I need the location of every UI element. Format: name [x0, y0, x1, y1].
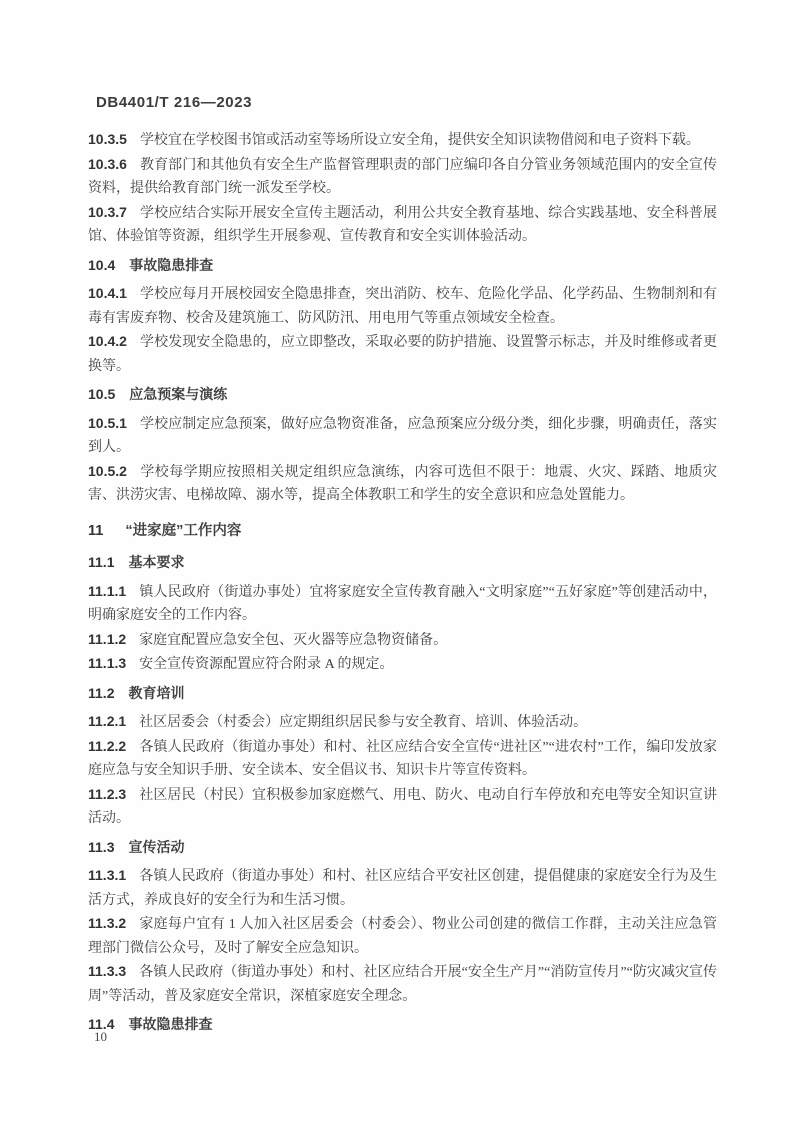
- clause-text: 教育部门和其他负有安全生产监督管理职责的部门应编印各自分管业务领域范围内的安全宣传资料，提供给教育部门统一派发至学校。: [88, 157, 717, 196]
- clause-text: 家庭每户宜有 1 人加入社区居委会（村委会）、物业公司创建的微信工作群，主动关注应急管理部门微信公众号，及时了解安全应急知识。: [88, 917, 717, 956]
- clause-number: 10.3.5: [88, 131, 127, 147]
- clause-text: 家庭宜配置应急安全包、灭火器等应急物资储备。: [139, 632, 448, 648]
- heading-text: 教育培训: [128, 684, 185, 701]
- clause-number: 11.3.1: [88, 867, 127, 883]
- clause-number: 10.4.2: [88, 333, 127, 349]
- clause-number: 11.1.3: [88, 655, 127, 671]
- clause-number: 11.1.1: [88, 582, 127, 599]
- clause-number: 11.4: [88, 1016, 115, 1032]
- clause-number: 11.3.2: [88, 915, 127, 931]
- heading-11-3: [88, 836, 717, 860]
- clause-text: 社区居委会（村委会）应定期组织居民参与安全教育、培训、体验活动。: [139, 715, 588, 730]
- clause-text: 学校应制定应急预案，做好应急物资准备，应急预案应分级分类，细化步骤，明确责任，落实到人。: [88, 416, 717, 455]
- heading-10-5: [88, 383, 717, 407]
- clause-10-4-2: [88, 330, 717, 378]
- document-body: [88, 128, 717, 1042]
- heading-text: “进家庭”工作内容: [125, 522, 242, 539]
- clause-10-5-1: [88, 412, 717, 460]
- clause-text: 学校发现安全隐患的，应立即整改，采取必要的防护措施、设置警示标志，并及时维修或者更换等。: [88, 335, 717, 374]
- clause-text: 学校宜在学校图书馆或活动室等场所设立安全角，提供安全知识读物借阅和电子资料下载。: [139, 133, 700, 148]
- clause-text: 安全宣传资源配置应符合附录 A 的规定。: [139, 657, 394, 672]
- clause-10-4-1: [88, 282, 717, 330]
- heading-11-1: [88, 551, 717, 575]
- clause-number: 11.1.2: [88, 630, 127, 647]
- clause-text: 镇人民政府（街道办事处）宜将家庭安全宣传教育融入“文明家庭”“五好家庭”等创建活动中，明确家庭安全的工作内容。: [88, 584, 717, 623]
- clause-10-3-5: [88, 128, 717, 153]
- clause-11-1-1: [88, 580, 717, 628]
- clause-number: 11: [88, 522, 104, 539]
- heading-text: 应急预案与演练: [129, 386, 228, 402]
- clause-text: 学校应每月开展校园安全隐患排查，突出消防、校车、危险化学品、化学药品、生物制剂和有毒有害废弃物、校舍及建筑施工、防风防汛、用电用气等重点领域安全检查。: [88, 287, 717, 326]
- heading-text: 事故隐患排查: [129, 256, 214, 273]
- clause-number: 11.3: [88, 838, 115, 855]
- clause-10-5-2: [88, 460, 717, 508]
- clause-11-2-1: [88, 710, 717, 735]
- heading-11-2: [88, 682, 717, 706]
- clause-11-2-3: [88, 783, 717, 831]
- clause-11-3-1: [88, 864, 717, 912]
- clause-number: 10.5.2: [88, 462, 127, 479]
- clause-number: 10.4.1: [88, 285, 127, 301]
- clause-11-3-3: [88, 960, 717, 1008]
- clause-11-2-2: [88, 735, 717, 783]
- clause-number: 11.1: [88, 554, 115, 570]
- clause-text: 各镇人民政府（街道办事处）和村、社区应结合开展“安全生产月”“消防宣传月”“防灾减灾宣传周”等活动，普及家庭安全常识，深植家庭安全理念。: [88, 965, 717, 1004]
- clause-number: 11.3.3: [88, 963, 127, 979]
- clause-number: 11.2.1: [88, 713, 127, 729]
- heading-11-4: [88, 1013, 717, 1037]
- clause-number: 10.5.1: [88, 414, 127, 431]
- clause-number: 11.2.2: [88, 737, 127, 754]
- heading-10-4: [88, 254, 717, 278]
- clause-11-1-3: [88, 652, 717, 677]
- clause-11-3-2: [88, 912, 717, 960]
- clause-number: 10.3.6: [88, 155, 127, 172]
- clause-11-1-2: [88, 628, 717, 653]
- clause-number: 11.2: [88, 684, 115, 701]
- heading-11: [88, 520, 717, 544]
- clause-text: 各镇人民政府（街道办事处）和村、社区应结合平安社区创建，提倡健康的家庭安全行为及生活方式，养成良好的安全行为和生活习惯。: [88, 869, 717, 908]
- clause-10-3-6: [88, 153, 717, 201]
- clause-number: 10.3.7: [88, 203, 127, 220]
- clause-text: 学校应结合实际开展安全宣传主题活动，利用公共安全教育基地、综合实践基地、安全科普展馆、体验馆等资源，组织学生开展参观、宣传教育和安全实训体验活动。: [88, 205, 717, 244]
- clause-text: 学校每学期应按照相关规定组织应急演练，内容可选但不限于：地震、火灾、踩踏、地质灾害、洪涝灾害、电梯故障、溺水等，提高全体教职工和学生的安全意识和应急处置能力。: [88, 464, 717, 503]
- clause-number: 10.5: [88, 386, 116, 402]
- clause-text: 社区居民（村民）宜积极参加家庭燃气、用电、防火、电动自行车停放和充电等安全知识宣讲活动。: [88, 787, 717, 826]
- clause-text: 各镇人民政府（街道办事处）和村、社区应结合安全宣传“进社区”“进农村”工作，编印发放家庭应急与安全知识手册、安全读本、安全倡议书、知识卡片等宣传资料。: [88, 739, 717, 778]
- heading-text: 基本要求: [128, 554, 185, 570]
- page-number: 10: [94, 1029, 107, 1044]
- standard-number-header: DB4401/T 216—2023: [96, 94, 253, 111]
- clause-number: 10.4: [88, 256, 116, 273]
- clause-number: 11.2.3: [88, 785, 127, 802]
- heading-text: 事故隐患排查: [128, 1016, 213, 1032]
- clause-10-3-7: [88, 201, 717, 249]
- heading-text: 宣传活动: [128, 838, 185, 855]
